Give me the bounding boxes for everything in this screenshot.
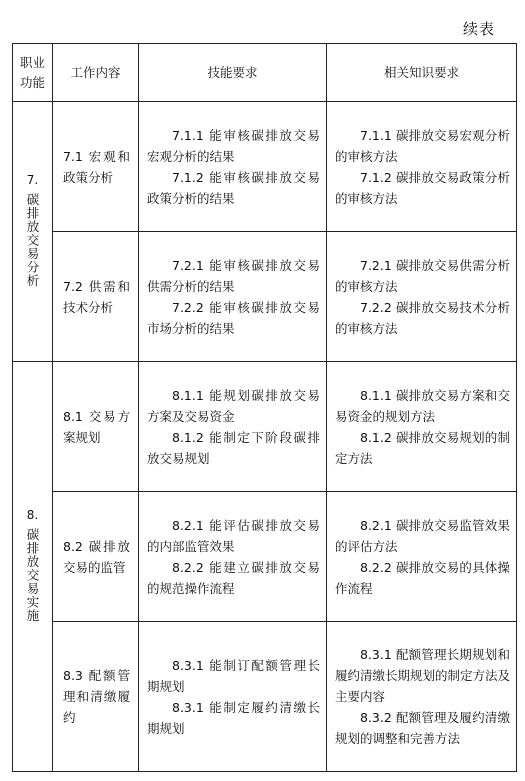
function-number: 8.: [26, 507, 39, 522]
work-content-cell: [53, 102, 139, 232]
function-cell-8: [13, 362, 53, 772]
skill-item: 8.3.1 能制订配额管理长期规划: [147, 657, 320, 694]
skill-item: 8.2.2 能建立碳排放交易的规范操作流程: [147, 559, 320, 596]
skills-cell: [139, 102, 327, 232]
work-content-cell: [53, 362, 139, 492]
knowledge-cell: [327, 362, 517, 492]
knowledge-item: 8.3.2 配额管理及履约清缴规划的调整和完善方法: [335, 710, 510, 746]
function-cell-7: [13, 102, 53, 362]
skills-cell: [139, 362, 327, 492]
knowledge-cell: [327, 232, 517, 362]
column-header-function: 职业功能: [13, 44, 53, 102]
column-header-content: 工作内容: [53, 44, 139, 102]
table-row: [13, 622, 517, 772]
work-content-cell: [53, 232, 139, 362]
knowledge-item: 8.3.1 配额管理长期规划和履约清缴长期规划的制定方法及主要内容: [335, 647, 511, 704]
skill-item: 7.2.1 能审核碳排放交易供需分析的结果: [147, 257, 320, 294]
skill-item: 8.1.2 能制定下阶段碳排放交易规划: [147, 429, 320, 466]
knowledge-item: 8.2.2 碳排放交易的具体操作流程: [335, 559, 510, 596]
work-content: 8.2 碳排放交易的监管: [63, 538, 130, 575]
knowledge-cell: [327, 622, 517, 772]
knowledge-item: 8.1.2 碳排放交易规划的制定方法: [335, 429, 510, 466]
skill-item: 7.1.2 能审核碳排放交易政策分析的结果: [147, 169, 320, 206]
function-number: 7.: [26, 172, 39, 187]
knowledge-item: 7.1.2 碳排放交易政策分析的审核方法: [335, 169, 510, 206]
knowledge-cell: [327, 492, 517, 622]
skill-item: 8.2.1 能评估碳排放交易的内部监管效果: [147, 517, 320, 554]
function-name: 碳排放交易实施: [25, 527, 40, 623]
skill-item: 8.1.1 能规划碳排放交易方案及交易资金: [147, 387, 320, 424]
skills-cell: [139, 492, 327, 622]
skill-requirements-table: [12, 43, 517, 772]
skill-item: 8.3.1 能制定履约清缴长期规划: [147, 699, 320, 736]
skills-cell: [139, 232, 327, 362]
work-content: 8.3 配额管理和清缴履约: [63, 668, 130, 725]
table-row: [13, 492, 517, 622]
work-content-cell: [53, 622, 139, 772]
table-row: [13, 362, 517, 492]
knowledge-item: 7.2.2 碳排放交易技术分析的审核方法: [335, 299, 510, 336]
function-name: 碳排放交易分析: [25, 192, 40, 288]
skills-cell: [139, 622, 327, 772]
knowledge-item: 7.1.1 碳排放交易宏观分析的审核方法: [335, 127, 510, 164]
work-content: 7.1 宏观和政策分析: [63, 148, 130, 185]
continued-label: 续表: [462, 20, 495, 38]
work-content: 8.1 交易方案规划: [63, 408, 130, 445]
knowledge-item: 8.1.1 碳排放交易方案和交易资金的规划方法: [335, 387, 510, 424]
table-header-row: [13, 44, 517, 102]
knowledge-cell: [327, 102, 517, 232]
skill-item: 7.1.1 能审核碳排放交易宏观分析的结果: [147, 127, 320, 164]
table-row: [13, 232, 517, 362]
column-header-skills: 技能要求: [139, 44, 327, 102]
skill-item: 7.2.2 能审核碳排放交易市场分析的结果: [147, 299, 320, 336]
knowledge-item: 7.2.1 碳排放交易供需分析的审核方法: [335, 257, 510, 294]
work-content-cell: [53, 492, 139, 622]
work-content: 7.2 供需和技术分析: [63, 278, 130, 315]
knowledge-item: 8.2.1 碳排放交易监管效果的评估方法: [335, 517, 510, 554]
table-row: [13, 102, 517, 232]
column-header-knowledge: 相关知识要求: [327, 44, 517, 102]
